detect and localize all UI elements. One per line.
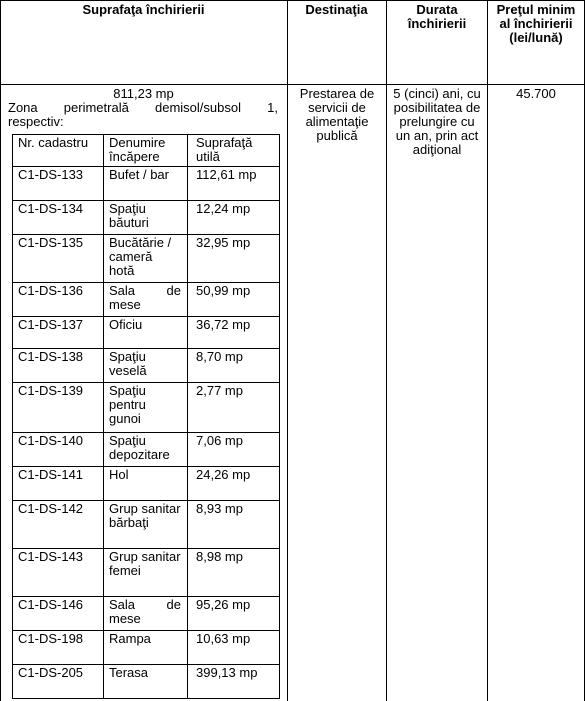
room-name: Spaţiu pentru gunoi	[109, 383, 146, 426]
room-name: Hol	[109, 467, 129, 482]
room-name: Spaţiu veselă	[109, 349, 147, 378]
zone-description: Zona perimetrală demisol/subsol 1,	[8, 100, 278, 115]
room-area: 24,26 mp	[196, 467, 251, 482]
room-area: 36,72 mp	[196, 317, 251, 332]
cadastru-number: C1-DS-143	[18, 549, 84, 564]
cadastru-number: C1-DS-140	[18, 433, 84, 448]
room-area: 10,63 mp	[196, 631, 251, 646]
room-area: 95,26 mp	[196, 597, 251, 612]
inner-header-nr: Nr. cadastru	[18, 135, 89, 150]
room-area: 7,06 mp	[196, 433, 243, 448]
cadastru-number: C1-DS-138	[18, 349, 84, 364]
cadastru-number: C1-DS-137	[18, 317, 84, 332]
cadastru-number: C1-DS-198	[18, 631, 84, 646]
room-name: Grup sanitar femei	[109, 549, 181, 578]
cadastru-number: C1-DS-141	[18, 467, 84, 482]
inner-header-name: Denumire încăpere	[109, 135, 166, 164]
header-surface: Suprafaţa închirierii	[82, 2, 205, 17]
room-name: Spaţiu depozitare	[109, 433, 170, 462]
room-area: 12,24 mp	[196, 201, 251, 216]
room-area: 8,70 mp	[196, 349, 243, 364]
cadastru-number: C1-DS-135	[18, 235, 84, 250]
room-area: 399,13 mp	[196, 665, 258, 680]
header-duration: Durata închirierii	[407, 2, 467, 31]
zone-description-cont: respectiv:	[8, 114, 64, 129]
room-name: Bucătărie / cameră hotă	[109, 235, 172, 278]
cadastru-number: C1-DS-134	[18, 201, 84, 216]
room-name: Sala de mese	[109, 283, 181, 312]
room-name: Sala de mese	[109, 597, 181, 626]
room-name: Oficiu	[109, 317, 143, 332]
header-price: Preţul minim al închirierii (lei/lună)	[496, 2, 576, 45]
room-area: 50,99 mp	[196, 283, 251, 298]
price-text: 45.700	[516, 86, 556, 101]
total-area: 811,23 mp	[113, 86, 174, 101]
room-name: Terasa	[109, 665, 149, 680]
room-name: Bufet / bar	[109, 167, 169, 182]
room-name: Spaţiu băuturi	[109, 201, 149, 230]
room-name: Rampa	[109, 631, 151, 646]
cadastru-number: C1-DS-133	[18, 167, 84, 182]
cadastru-number: C1-DS-139	[18, 383, 84, 398]
room-name: Grup sanitar bărbaţi	[109, 501, 181, 530]
cadastru-number: C1-DS-142	[18, 501, 84, 516]
inner-header-area: Suprafaţă utilă	[196, 135, 253, 164]
room-area: 2,77 mp	[196, 383, 243, 398]
room-area: 8,93 mp	[196, 501, 243, 516]
cadastru-number: C1-DS-136	[18, 283, 84, 298]
header-destination: Destinaţia	[305, 2, 368, 17]
cadastru-number: C1-DS-205	[18, 665, 84, 680]
cadastru-number: C1-DS-146	[18, 597, 84, 612]
room-area: 112,61 mp	[196, 167, 257, 182]
destination-text: Prestarea de servicii de alimentaţie publică	[299, 86, 375, 143]
room-area: 32,95 mp	[196, 235, 251, 250]
duration-text: 5 (cinci) ani, cu posibilitatea de prelungire cu un an, prin act adiţional	[393, 86, 481, 157]
room-area: 8,98 mp	[196, 549, 243, 564]
